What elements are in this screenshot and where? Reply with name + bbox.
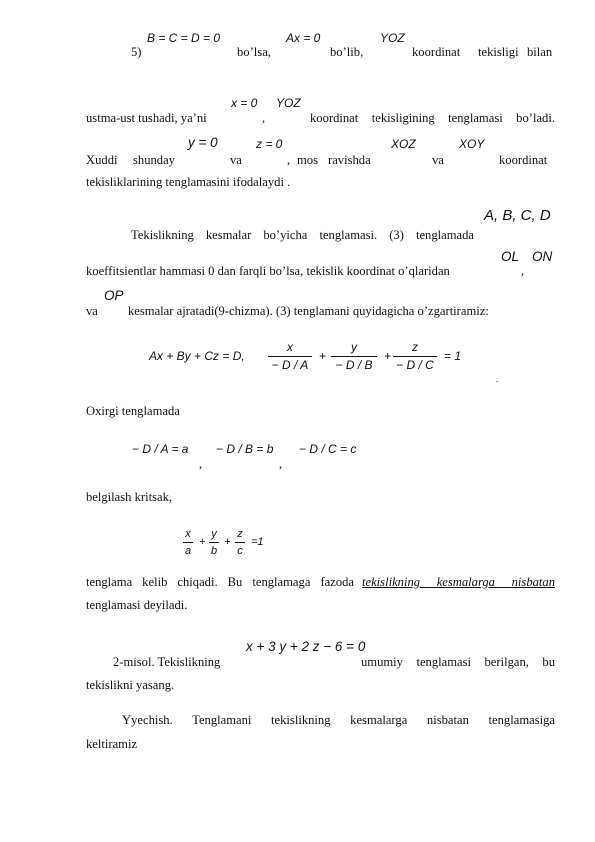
word-va-2: va [432,153,444,167]
text-line: kesmalar ajratadi(9-chizma). (3) tenglamani quyidagicha o’zgartiramiz: [128,304,489,318]
text-line: Yyechish. Tenglamani tekislikning kesmalarga nisbatan tenglamasiga [122,713,555,727]
text-line: Oxirgi tenglamada [86,404,180,418]
plus-sign: + [319,349,327,363]
plane-yoz-2: YOZ [276,96,301,110]
fraction-denominator: c [237,545,243,557]
equation-rhs: =1 [251,536,264,548]
fraction-bar [331,356,377,357]
plus-sign: + [384,349,392,363]
fraction-bar [235,542,245,543]
text-line: belgilash kritsak, [86,490,173,504]
formula-ax: Ax = 0 [286,31,321,45]
formula-bcd: B = C = D = 0 [147,31,221,45]
word-shunday: shunday [133,153,175,167]
formula-op: OP [104,288,124,303]
fraction-numerator: x [287,340,293,354]
word-bolsa: bo’lsa, [237,45,271,59]
fraction-denominator: a [184,545,192,557]
fraction-denominator: − D / B [335,358,373,372]
formula-x0: x = 0 [231,96,258,110]
word-bilan: bilan [527,45,553,59]
fraction-numerator: y [351,340,357,354]
comma: , [262,111,266,125]
fraction-bar [183,542,193,543]
plane-yoz: YOZ [380,31,405,45]
formula-a: − D / A = a [132,442,189,456]
word-va: va [230,153,242,167]
word-ravishda: ravishda [328,153,371,167]
fraction-bar [209,542,219,543]
comma: , [279,457,283,471]
word-va: va [86,304,98,318]
equation-lhs: Ax + By + Cz = D, [149,349,245,363]
item-number: 5) [131,45,142,59]
formula-b: − D / B = b [216,442,274,456]
text-line: 2-misol. Tekislikning [113,655,221,669]
comma: , [199,457,203,471]
fraction-numerator: y [211,528,217,540]
formula-abcd: A, B, C, D [484,207,551,224]
text-line: umumiy tenglamasi berilgan, bu [361,655,555,669]
plane-xoy: XOY [459,137,485,151]
plus-sign: + [199,536,206,548]
text-line: koordinat tekisligining tenglamasi bo’ladi. [310,111,555,125]
text-line: Tekislikning kesmalar bo’yicha tenglamasi. (3) tenglamada [131,228,474,242]
text-line: tenglama kelib chiqadi. Bu tenglamaga fazoda [86,575,354,589]
formula-c: − D / C = c [299,442,357,456]
formula-z0: z = 0 [256,137,283,151]
comma: , [287,153,291,167]
formula-ol: OL [501,249,520,264]
plus-sign: + [224,536,231,548]
text-line: koeffitsientlar hammasi 0 dan farqli bo’lsa, tekislik koordinat o’qlaridan [86,264,450,278]
fraction-numerator: x [185,528,191,540]
term-underlined: tekislikning kesmalarga nisbatan [362,575,555,589]
comma: , [521,264,525,278]
fraction-numerator: z [412,340,418,354]
text-line: tenglamasi deyiladi. [86,598,188,612]
word-koordinat-2: koordinat [499,153,548,167]
formula-on: ON [532,249,553,264]
fraction-denominator: − D / C [396,358,434,372]
fraction-denominator: b [210,545,218,557]
formula-y0: y = 0 [188,135,218,150]
fraction-numerator: z [237,528,243,540]
plane-xoz: XOZ [391,137,416,151]
text-line: ustma-ust tushadi, ya’ni [86,111,207,125]
text-line: keltiramiz [86,737,138,751]
example-formula: x + 3 y + 2 z − 6 = 0 [246,639,366,654]
fraction-bar [268,356,312,357]
word-xuddi: Xuddi [86,153,118,167]
word-bolib: bo’lib, [330,45,364,59]
text-line: tekislikni yasang. [86,678,175,692]
equation-dot: . [496,374,499,384]
word-mos: mos [297,153,318,167]
fraction-denominator: − D / A [271,358,309,372]
word-tekisligi: tekisligi [478,45,519,59]
fraction-bar [393,356,437,357]
text-line: tekisliklarining tenglamasini ifodalaydi . [86,175,291,189]
word-koordinat: koordinat [412,45,461,59]
equation-rhs: = 1 [444,349,462,363]
term-link [362,575,555,590]
